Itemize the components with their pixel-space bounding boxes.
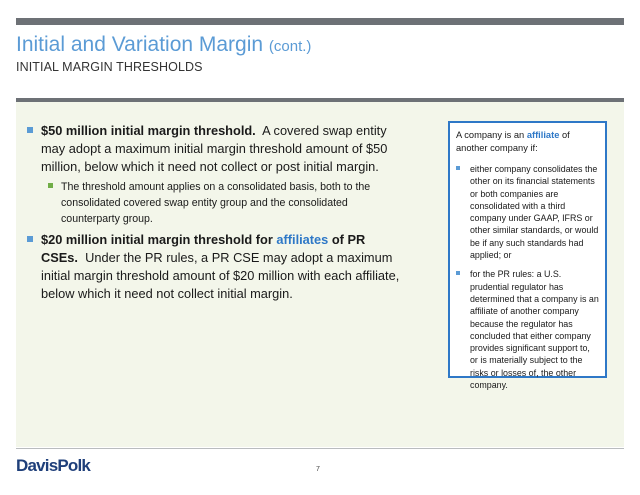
- affiliate-definition-intro: [456, 129, 599, 155]
- bullet-20m-threshold: [26, 231, 406, 303]
- square-sub-bullet-icon: [48, 183, 53, 188]
- sub-bullet-consolidated-text: The threshold amount applies on a consolidated basis, both to the consolidated covered swap entity group and the consolidated counterparty group.: [61, 181, 371, 225]
- affiliate-definition-box: [448, 121, 607, 391]
- criterion-text: either company consolidates the other on its financial statements or both companies are consolidated with a third company under GAAP, IFRS or other similar standards, or would be if any such standards had applied; or: [470, 164, 599, 261]
- header-top-bar: [16, 18, 624, 25]
- page-title-suffix: (cont.): [268, 38, 312, 55]
- square-bullet-icon: [456, 271, 460, 275]
- page-number: 7: [316, 466, 320, 473]
- intro-start: A company is an: [456, 130, 525, 140]
- square-bullet-icon: [456, 166, 460, 170]
- page-title: [16, 32, 624, 60]
- affiliate-criterion-pr-rules: [456, 268, 599, 391]
- intro-end: of another company if:: [456, 130, 570, 153]
- affiliate-criterion-consolidation: [456, 163, 599, 261]
- sub-bullet-consolidated: [26, 179, 406, 227]
- davis-polk-logo: DavisPolk: [16, 456, 91, 475]
- affiliate-term: affiliate: [526, 130, 560, 140]
- page-subtitle: INITIAL MARGIN THRESHOLDS: [16, 60, 203, 74]
- bullet-20m-heading-start: $20 million initial margin threshold for: [41, 232, 273, 247]
- page-title-text: Initial and Variation Margin: [16, 33, 264, 56]
- bullet-50m-text: A covered swap entity may adopt a maximum initial margin threshold amount of $50 million, below which it need not collect or post initial margin.: [41, 123, 388, 174]
- title-area: [16, 32, 624, 75]
- affiliates-link[interactable]: affiliates: [276, 232, 329, 247]
- bullet-50m-threshold: [26, 122, 406, 176]
- bullet-50m-heading: $50 million initial margin threshold.: [41, 123, 256, 138]
- bullet-20m-text: Under the PR rules, a PR CSE may adopt a maximum initial margin threshold amount of $20 million with each affiliate, below which it need not collect initial margin.: [41, 250, 400, 301]
- footer-divider: [16, 448, 624, 449]
- square-bullet-icon: [27, 127, 33, 133]
- main-text: [26, 122, 406, 306]
- criterion-text: for the PR rules: a U.S. prudential regulator has determined that a company is an affiliate of another company because the regulator has concluded that either company provides significant support to, or is materially subject to the risks or losses of, the other company.: [470, 269, 599, 391]
- content-panel: [16, 102, 624, 447]
- square-bullet-icon: [27, 236, 33, 242]
- bullet-20m-heading-end: of PR CSEs.: [41, 232, 366, 265]
